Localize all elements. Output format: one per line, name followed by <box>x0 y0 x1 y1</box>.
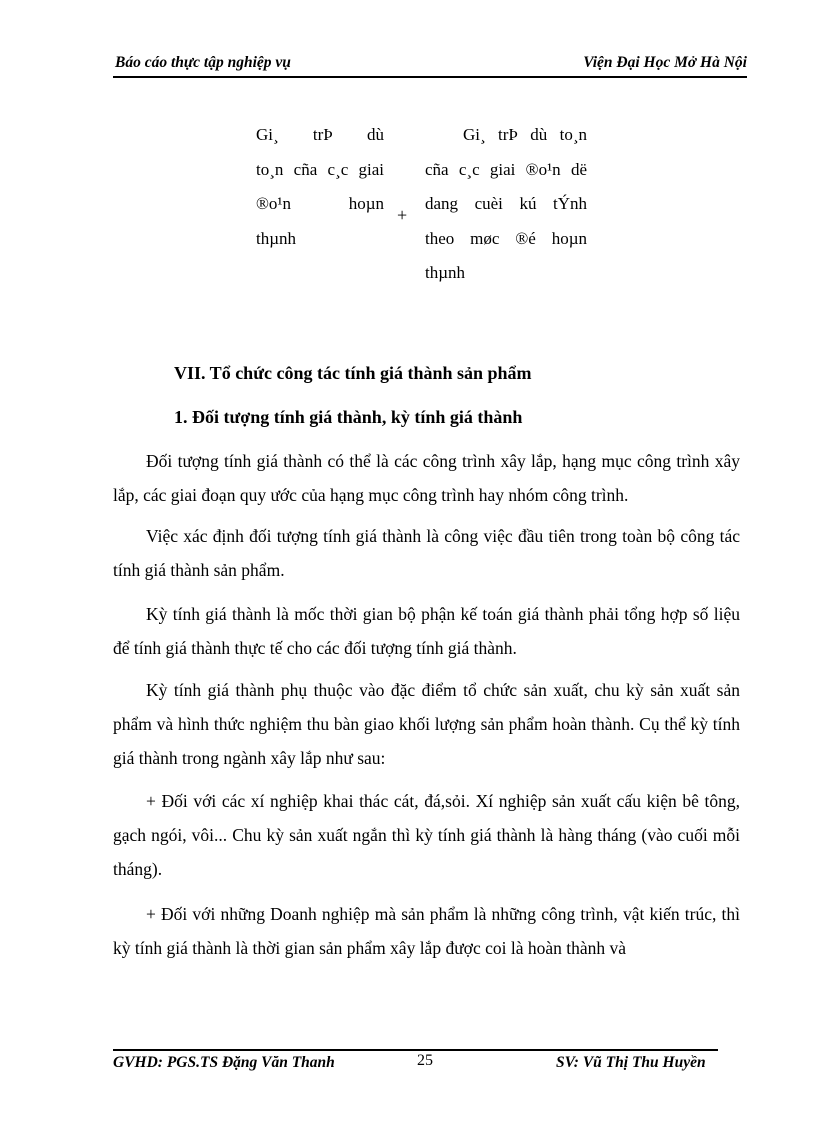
page-number: 25 <box>417 1052 433 1069</box>
footer-supervisor: GVHD: PGS.TS Đặng Văn Thanh <box>113 1054 335 1071</box>
footer-student: SV: Vũ Thị Thu Huyền <box>556 1054 706 1071</box>
body-paragraph: Kỳ tính giá thành là mốc thời gian bộ phận kế toán giá thành phải tổng hợp số liệu để tính giá thành thực tế cho các đối tượng tính giá thành. <box>113 604 740 659</box>
formula-plus-operator: + <box>397 205 408 225</box>
body-paragraph: Việc xác định đối tượng tính giá thành là công việc đầu tiên trong toàn bộ công tác tính giá thành sản phẩm. <box>113 526 740 581</box>
body-paragraph: + Đối với các xí nghiệp khai thác cát, đá,sỏi. Xí nghiệp sản xuất cấu kiện bê tông, gạch ngói, vôi... Chu kỳ sản xuất ngắn thì kỳ tính giá thành là hàng tháng (vào cuối mỗi tháng). <box>113 791 740 880</box>
section-heading: VII. Tổ chức công tác tính giá thành sản phẩm <box>174 363 532 383</box>
page-header <box>113 50 747 78</box>
formula-right-line: dang cuèi kú tÝnh <box>425 194 587 213</box>
formula-right-term <box>425 118 587 291</box>
formula-right-line: cña c¸c giai ®o¹n dë <box>425 159 587 179</box>
formula-left-term <box>256 118 384 256</box>
formula-right-line: Gi¸ trÞ dù to¸n <box>463 125 587 144</box>
formula-right-line: thµnh <box>425 263 466 282</box>
formula-left-line: ®o¹n hoµn <box>256 194 384 213</box>
body-paragraph: + Đối với những Doanh nghiệp mà sản phẩm là những công trình, vật kiến trúc, thì kỳ tính giá thành là thời gian sản phẩm xây lắp được coi là hoàn thành và <box>113 904 740 959</box>
footer-divider <box>113 1049 718 1051</box>
formula-left-line: to¸n cña c¸c giai <box>256 159 384 179</box>
formula-left-line: thµnh <box>256 228 297 248</box>
header-institution: Viện Đại Học Mở Hà Nội <box>583 54 747 71</box>
formula-right-line: theo møc ®é hoµn <box>425 228 587 248</box>
body-paragraph: Đối tượng tính giá thành có thể là các công trình xây lắp, hạng mục công trình xây lắp, các giai đoạn quy ước của hạng mục công trình hay nhóm công trình. <box>113 451 740 506</box>
subsection-heading: 1. Đối tượng tính giá thành, kỳ tính giá thành <box>174 407 523 427</box>
formula-left-line: Gi¸ trÞ dù <box>256 125 384 144</box>
body-paragraph: Kỳ tính giá thành phụ thuộc vào đặc điểm tổ chức sản xuất, chu kỳ sản xuất sản phẩm và hình thức nghiệm thu bàn giao khối lượng sản phẩm hoàn thành. Cụ thể kỳ tính giá thành trong ngành xây lắp như sau: <box>113 680 740 769</box>
header-report-title: Báo cáo thực tập nghiệp vụ <box>115 54 291 71</box>
